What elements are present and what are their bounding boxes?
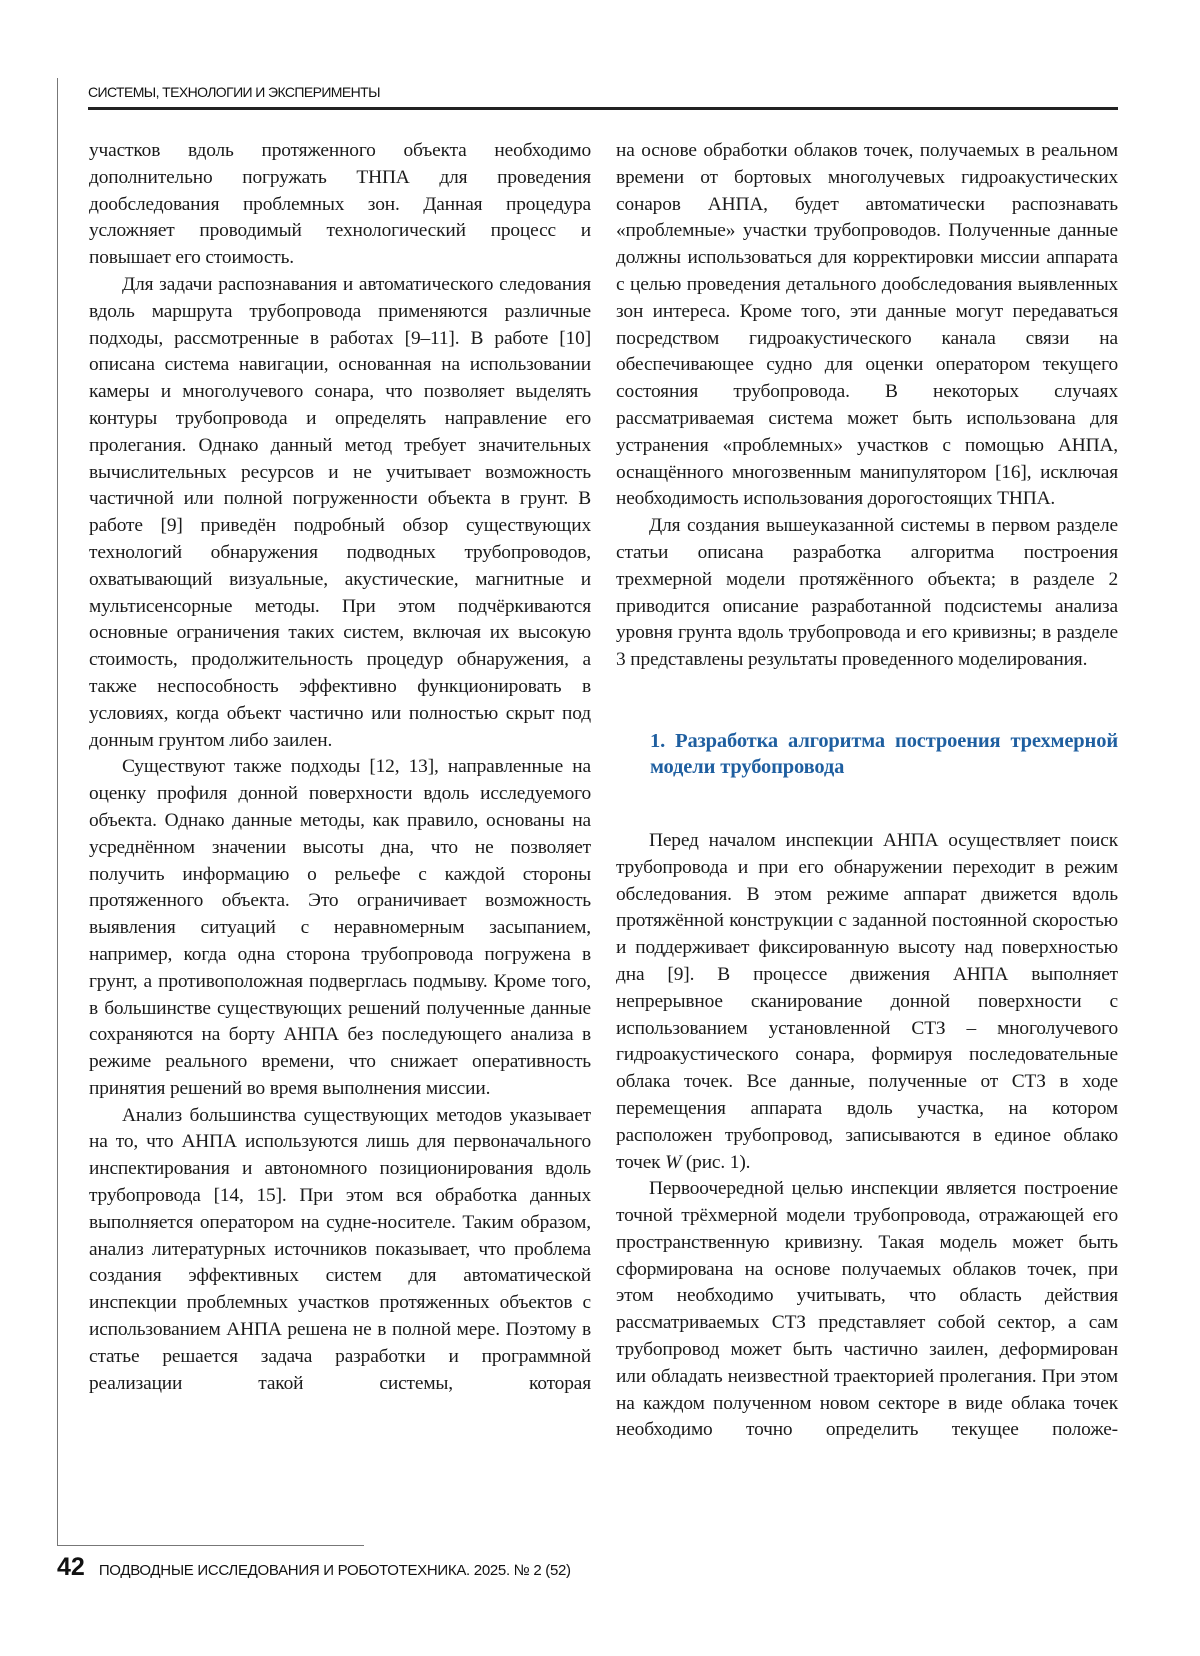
margin-rule-bottom xyxy=(57,1545,364,1546)
paragraph: Анализ большинства существующих методов указывает на то, что АНПА используются лишь для первоначального инспектирования и автономного позиционирования вдоль трубопровода [14, 15]. При этом вся обработка данных выполняется оператором на судне-носителе. Таким образом, анализ литературных источников показывает, что проблема создания эффективных систем для автоматической инспекции проблемных участков протяженных объектов с использованием АНПА решена не в полной мере. Поэтому в статье решается задача разработки и программной реализации такой системы, которая xyxy=(89,1103,591,1398)
journal-title: ПОДВОДНЫЕ ИССЛЕДОВАНИЯ И РОБОТОТЕХНИКА. 2025. № 2 (52) xyxy=(99,1562,571,1579)
paragraph: Существуют также подходы [12, 13], направленные на оценку профиля донной поверхности вдоль исследуемого объекта. Однако данные методы, как правило, основаны на усреднённом значении высоты дна, что не позволяет получить информацию о рельефе с каждой стороны протяженного объекта. Это ограничивает возможность выявления ситуаций с неравномерным засыпанием, например, когда одна сторона трубопровода погружена в грунт, а противоположная подверглась подмыву. Кроме того, в большинстве существующих решений полученные данные сохраняются на борту АНПА без последующего анализа в режиме реального времени, что снижает оперативность принятия решений во время выполнения миссии. xyxy=(89,754,591,1102)
variable-w: W xyxy=(665,1152,681,1173)
running-header: СИСТЕМЫ, ТЕХНОЛОГИИ И ЭКСПЕРИМЕНТЫ xyxy=(88,84,380,100)
margin-rule-vertical xyxy=(57,78,58,1546)
paragraph-text: Перед началом инспекции АНПА осуществляет поиск трубопровода и при его обнаружении переходит в режим обследования. В этом режиме аппарат движется вдоль протяжённой конструкции с заданной постоянной скоростью и поддерживает фиксированную высоту над поверхностью дна [9]. В процессе движения АНПА выполняет непрерывное сканирование донной поверхности с использованием установленной СТЗ – многолучевого гидроакустического сонара, формируя последовательные облака точек. Все данные, полученные от СТЗ в ходе перемещения аппарата вдоль участка, на котором расположен трубопровод, записываются в единое облако точек xyxy=(616,830,1118,1173)
paragraph: Первоочередной целью инспекции является построение точной трёхмерной модели трубопровода, отражающей его пространственную кривизну. Такая модель может быть сформирована на основе получаемых облаков точек, при этом необходимо учитывать, что область действия рассматриваемых СТЗ представляет собой сектор, а сам трубопровод может быть частично заилен, деформирован или обладать неизвестной траекторией пролегания. При этом на каждом полученном новом секторе в виде облака точек необходимо точно определить текущее положе- xyxy=(616,1176,1118,1444)
paragraph: участков вдоль протяженного объекта необходимо дополнительно погружать ТНПА для проведения дообследования проблемных зон. Данная процедура усложняет проводимый технологический процесс и повышает его стоимость. xyxy=(89,138,591,272)
figure-ref: (рис. 1). xyxy=(681,1152,750,1173)
header-rule xyxy=(88,107,1118,110)
left-column xyxy=(89,138,591,1397)
paragraph: Для задачи распознавания и автоматического следования вдоль маршрута трубопровода применяются различные подходы, рассмотренные в работах [9–11]. В работе [10] описана система навигации, основанная на использовании камеры и многолучевого сонара, что позволяет выделять контуры трубопровода и определять направление его пролегания. Однако данный метод требует значительных вычислительных ресурсов и не учитывает возможность частичной или полной погруженности объекта в грунт. В работе [9] приведён подробный обзор существующих технологий обнаружения подводных трубопроводов, охватывающий визуальные, акустические, магнитные и мультисенсорные методы. При этом подчёркиваются основные ограничения таких систем, включая их высокую стоимость, продолжительность процедур обнаружения, а также неспособность эффективно функционировать в условиях, когда объект частично или полностью скрыт под донным грунтом либо заилен. xyxy=(89,272,591,754)
page-footer xyxy=(57,1553,571,1582)
page-number: 42 xyxy=(57,1553,85,1582)
right-column xyxy=(616,138,1118,1444)
section-heading: 1. Разработка алгоритма построения трехмерной модели трубопровода xyxy=(650,728,1118,780)
paragraph: Для создания вышеуказанной системы в первом разделе статьи описана разработка алгоритма построения трехмерной модели протяжённого объекта; в разделе 2 приводится описание разработанной подсистемы анализа уровня грунта вдоль трубопровода и его кривизны; в разделе 3 представлены результаты проведенного моделирования. xyxy=(616,513,1118,674)
paragraph xyxy=(616,828,1118,1176)
paragraph: на основе обработки облаков точек, получаемых в реальном времени от бортовых многолучевых гидроакустических сонаров АНПА, будет автоматически распознавать «проблемные» участки трубопроводов. Полученные данные должны использоваться для корректировки миссии аппарата с целью проведения детального дообследования выявленных зон интереса. Кроме того, эти данные могут передаваться посредством гидроакустического канала связи на обеспечивающее судно для оценки оператором текущего состояния трубопровода. В некоторых случаях рассматриваемая система может быть использована для устранения «проблемных» участков с помощью АНПА, оснащённого многозвенным манипулятором [16], исключая необходимость использования дорогостоящих ТНПА. xyxy=(616,138,1118,513)
